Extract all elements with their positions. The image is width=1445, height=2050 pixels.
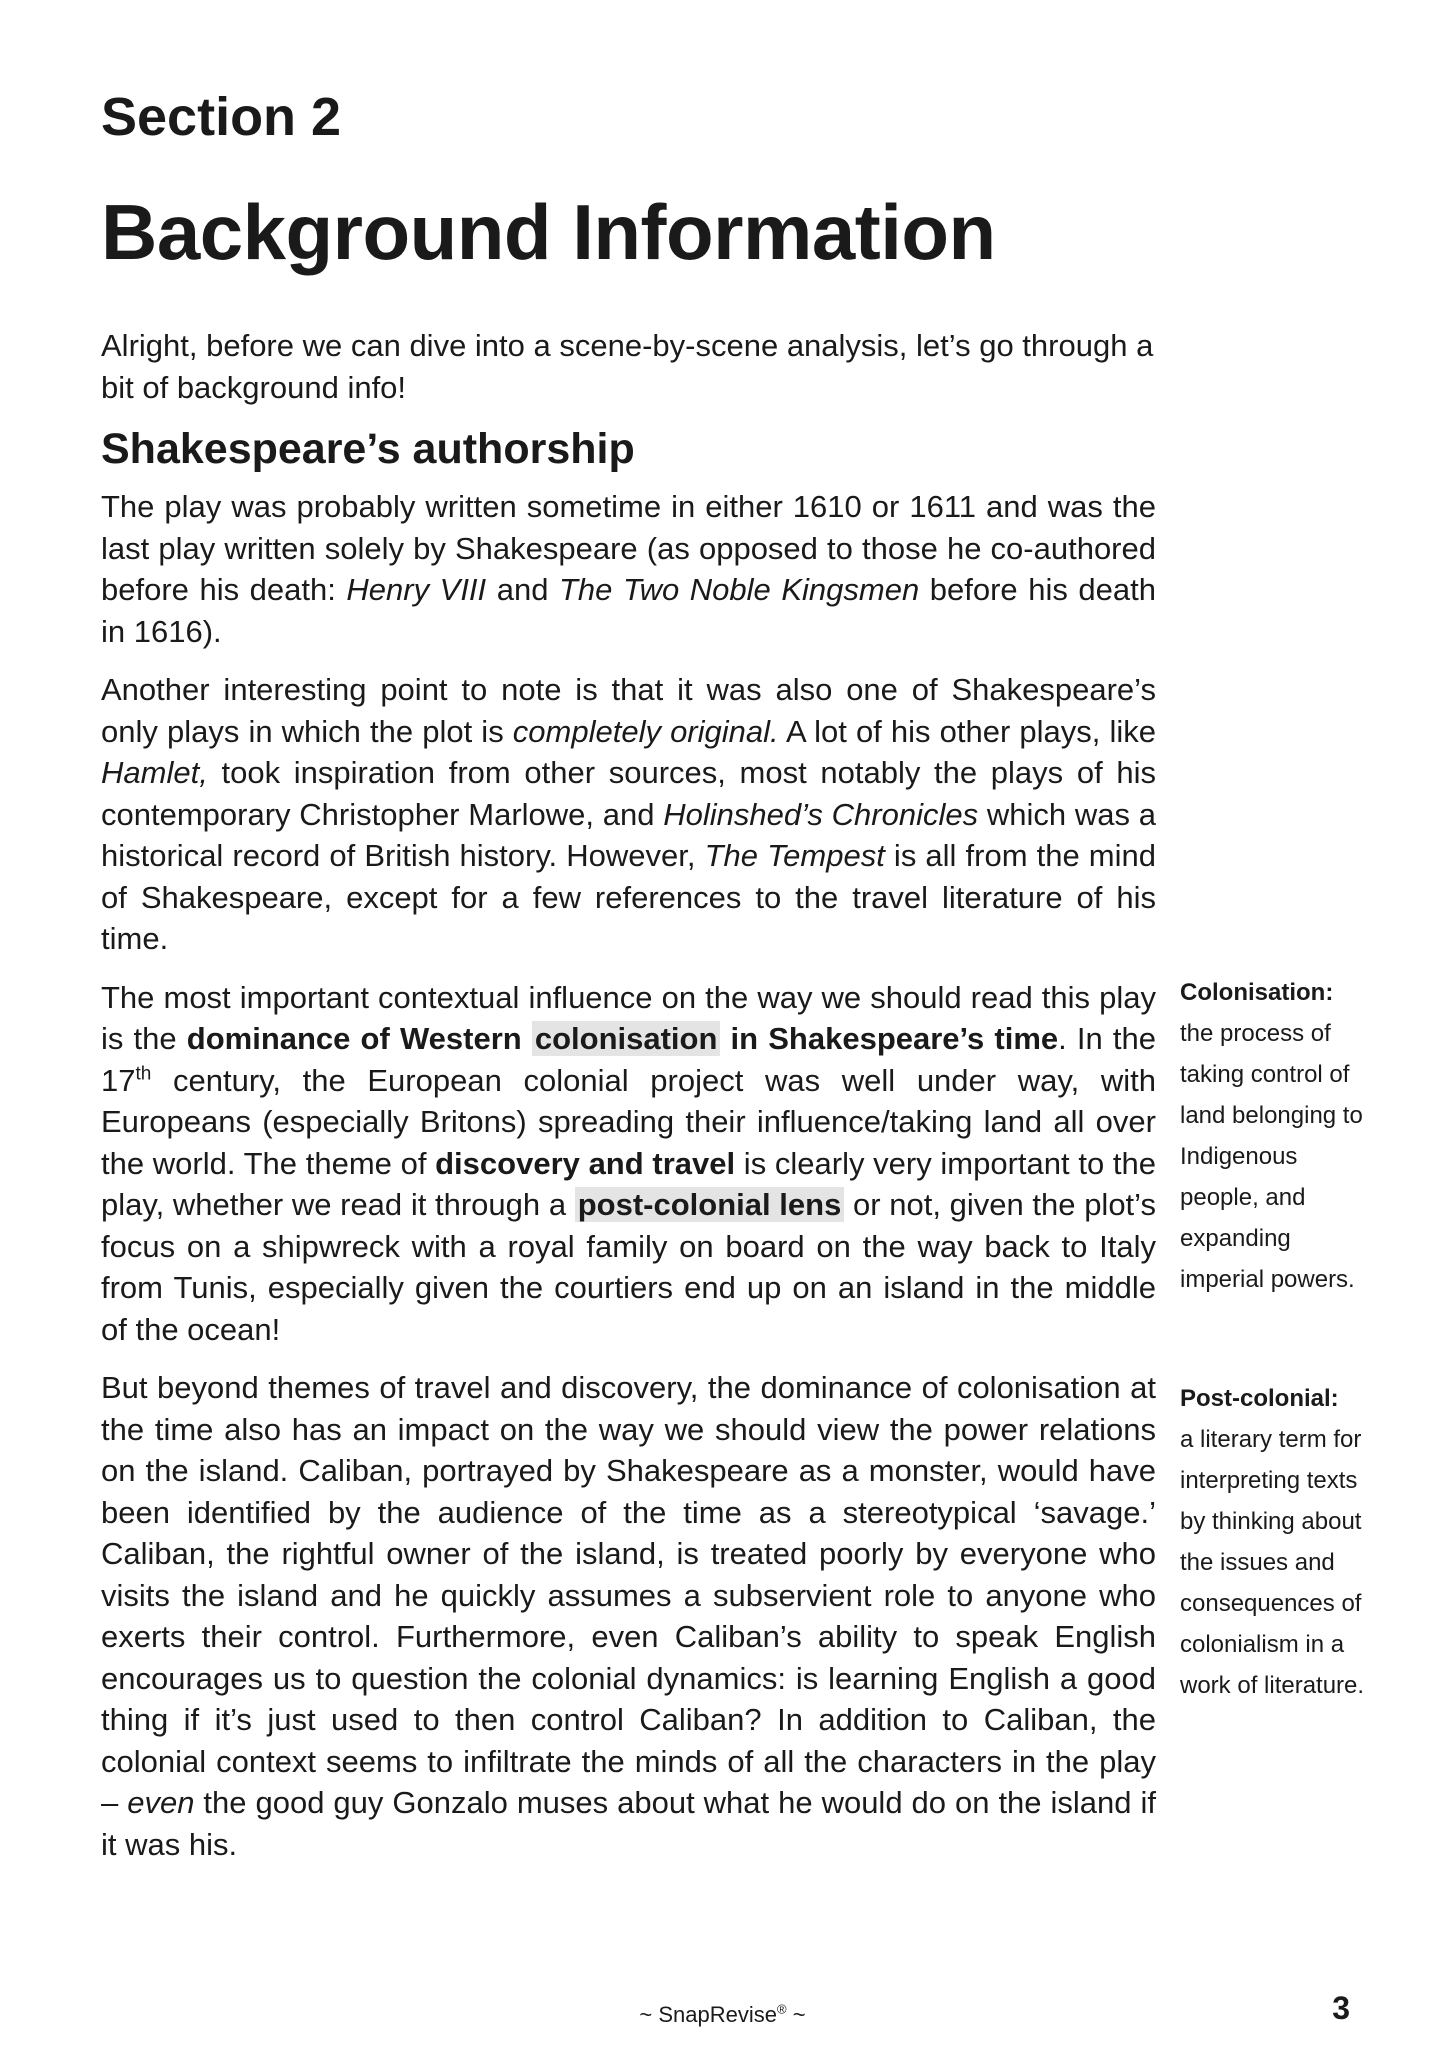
page-number: 3 <box>1332 1990 1350 2026</box>
glossary-definition: the process of taking control of land belonging to Indigenous people, and expanding imperial powers. <box>1180 1020 1363 1293</box>
glossary-post-colonial <box>1180 1378 1380 1706</box>
authorship-paragraph-1: The play was probably written sometime in either 1610 or 1611 and was the last play written solely by Shakespeare (as opposed to those he co-authored before his death: Henry VIII and The Two Noble Kingsmen before his death in 1616). <box>101 489 1156 649</box>
authorship-paragraph-4: But beyond themes of travel and discovery, the dominance of colonisation at the time also has an impact on the way we should view the power relations on the island. Caliban, portrayed by Shakespeare as a monster, would have been identified by the audience of the time as a stereotypical ‘savage.’ Caliban, the rightful owner of the island, is treated poorly by everyone who visits the island and he quickly assumes a subservient role to anyone who exerts their control. Furthermore, even Caliban’s ability to speak English encourages us to question the colonial dynamics: is learning English a good thing if it’s just used to then control Caliban? In addition to Caliban, the colonial context seems to infiltrate the minds of all the characters in the play – even the good guy Gonzalo muses about what he would do on the island if it was his. <box>101 1370 1156 1862</box>
main-column <box>101 325 1156 1882</box>
page-title: Background Information <box>101 188 996 276</box>
authorship-paragraph-2: Another interesting point to note is that it was also one of Shakespeare’s only plays in which the plot is completely original. A lot of his other plays, like Hamlet, took inspiration from other sources, most notably the plays of his contemporary Christopher Marlowe, and Holinshed’s Chronicles which was a historical record of British history. However, The Tempest is all from the mind of Shakespeare, except for a few references to the travel literature of his time. <box>101 672 1156 957</box>
authorship-heading: Shakespeare’s authorship <box>101 425 635 473</box>
highlight-post-colonial-lens: post-colonial lens <box>575 1187 845 1222</box>
section-label: Section 2 <box>101 87 342 147</box>
glossary-definition: a literary term for interpreting texts by thinking about the issues and consequences of colonialism in a work of literature. <box>1180 1426 1365 1699</box>
glossary-colonisation <box>1180 972 1380 1300</box>
italic-title-henry-viii: Henry VIII <box>346 572 487 608</box>
registered-mark: ® <box>777 2001 787 2017</box>
footer-brand: ~ SnapRevise® ~ <box>639 2001 806 2027</box>
glossary-term: Colonisation: <box>1180 979 1334 1006</box>
highlight-colonisation: colonisation <box>532 1021 721 1056</box>
intro-paragraph: Alright, before we can dive into a scene-by-scene analysis, let’s go through a bit of background info! <box>101 328 1154 405</box>
authorship-paragraph-3: The most important contextual influence on the way we should read this play is the dominance of Western colonisation in Shakespeare’s time. In the 17th century, the European colonial project was well under way, with Europeans (especially Britons) spreading their influence/taking land all over the world. The theme of discovery and travel is clearly very important to the play, whether we read it through a post-colonial lens or not, given the plot’s focus on a shipwreck with a royal family on board on the way back to Italy from Tunis, especially given the courtiers end up on an island in the middle of the ocean! <box>101 979 1156 1347</box>
glossary-term: Post-colonial: <box>1180 1385 1339 1412</box>
italic-title-two-noble-kingsmen: The Two Noble Kingsmen <box>559 572 920 608</box>
